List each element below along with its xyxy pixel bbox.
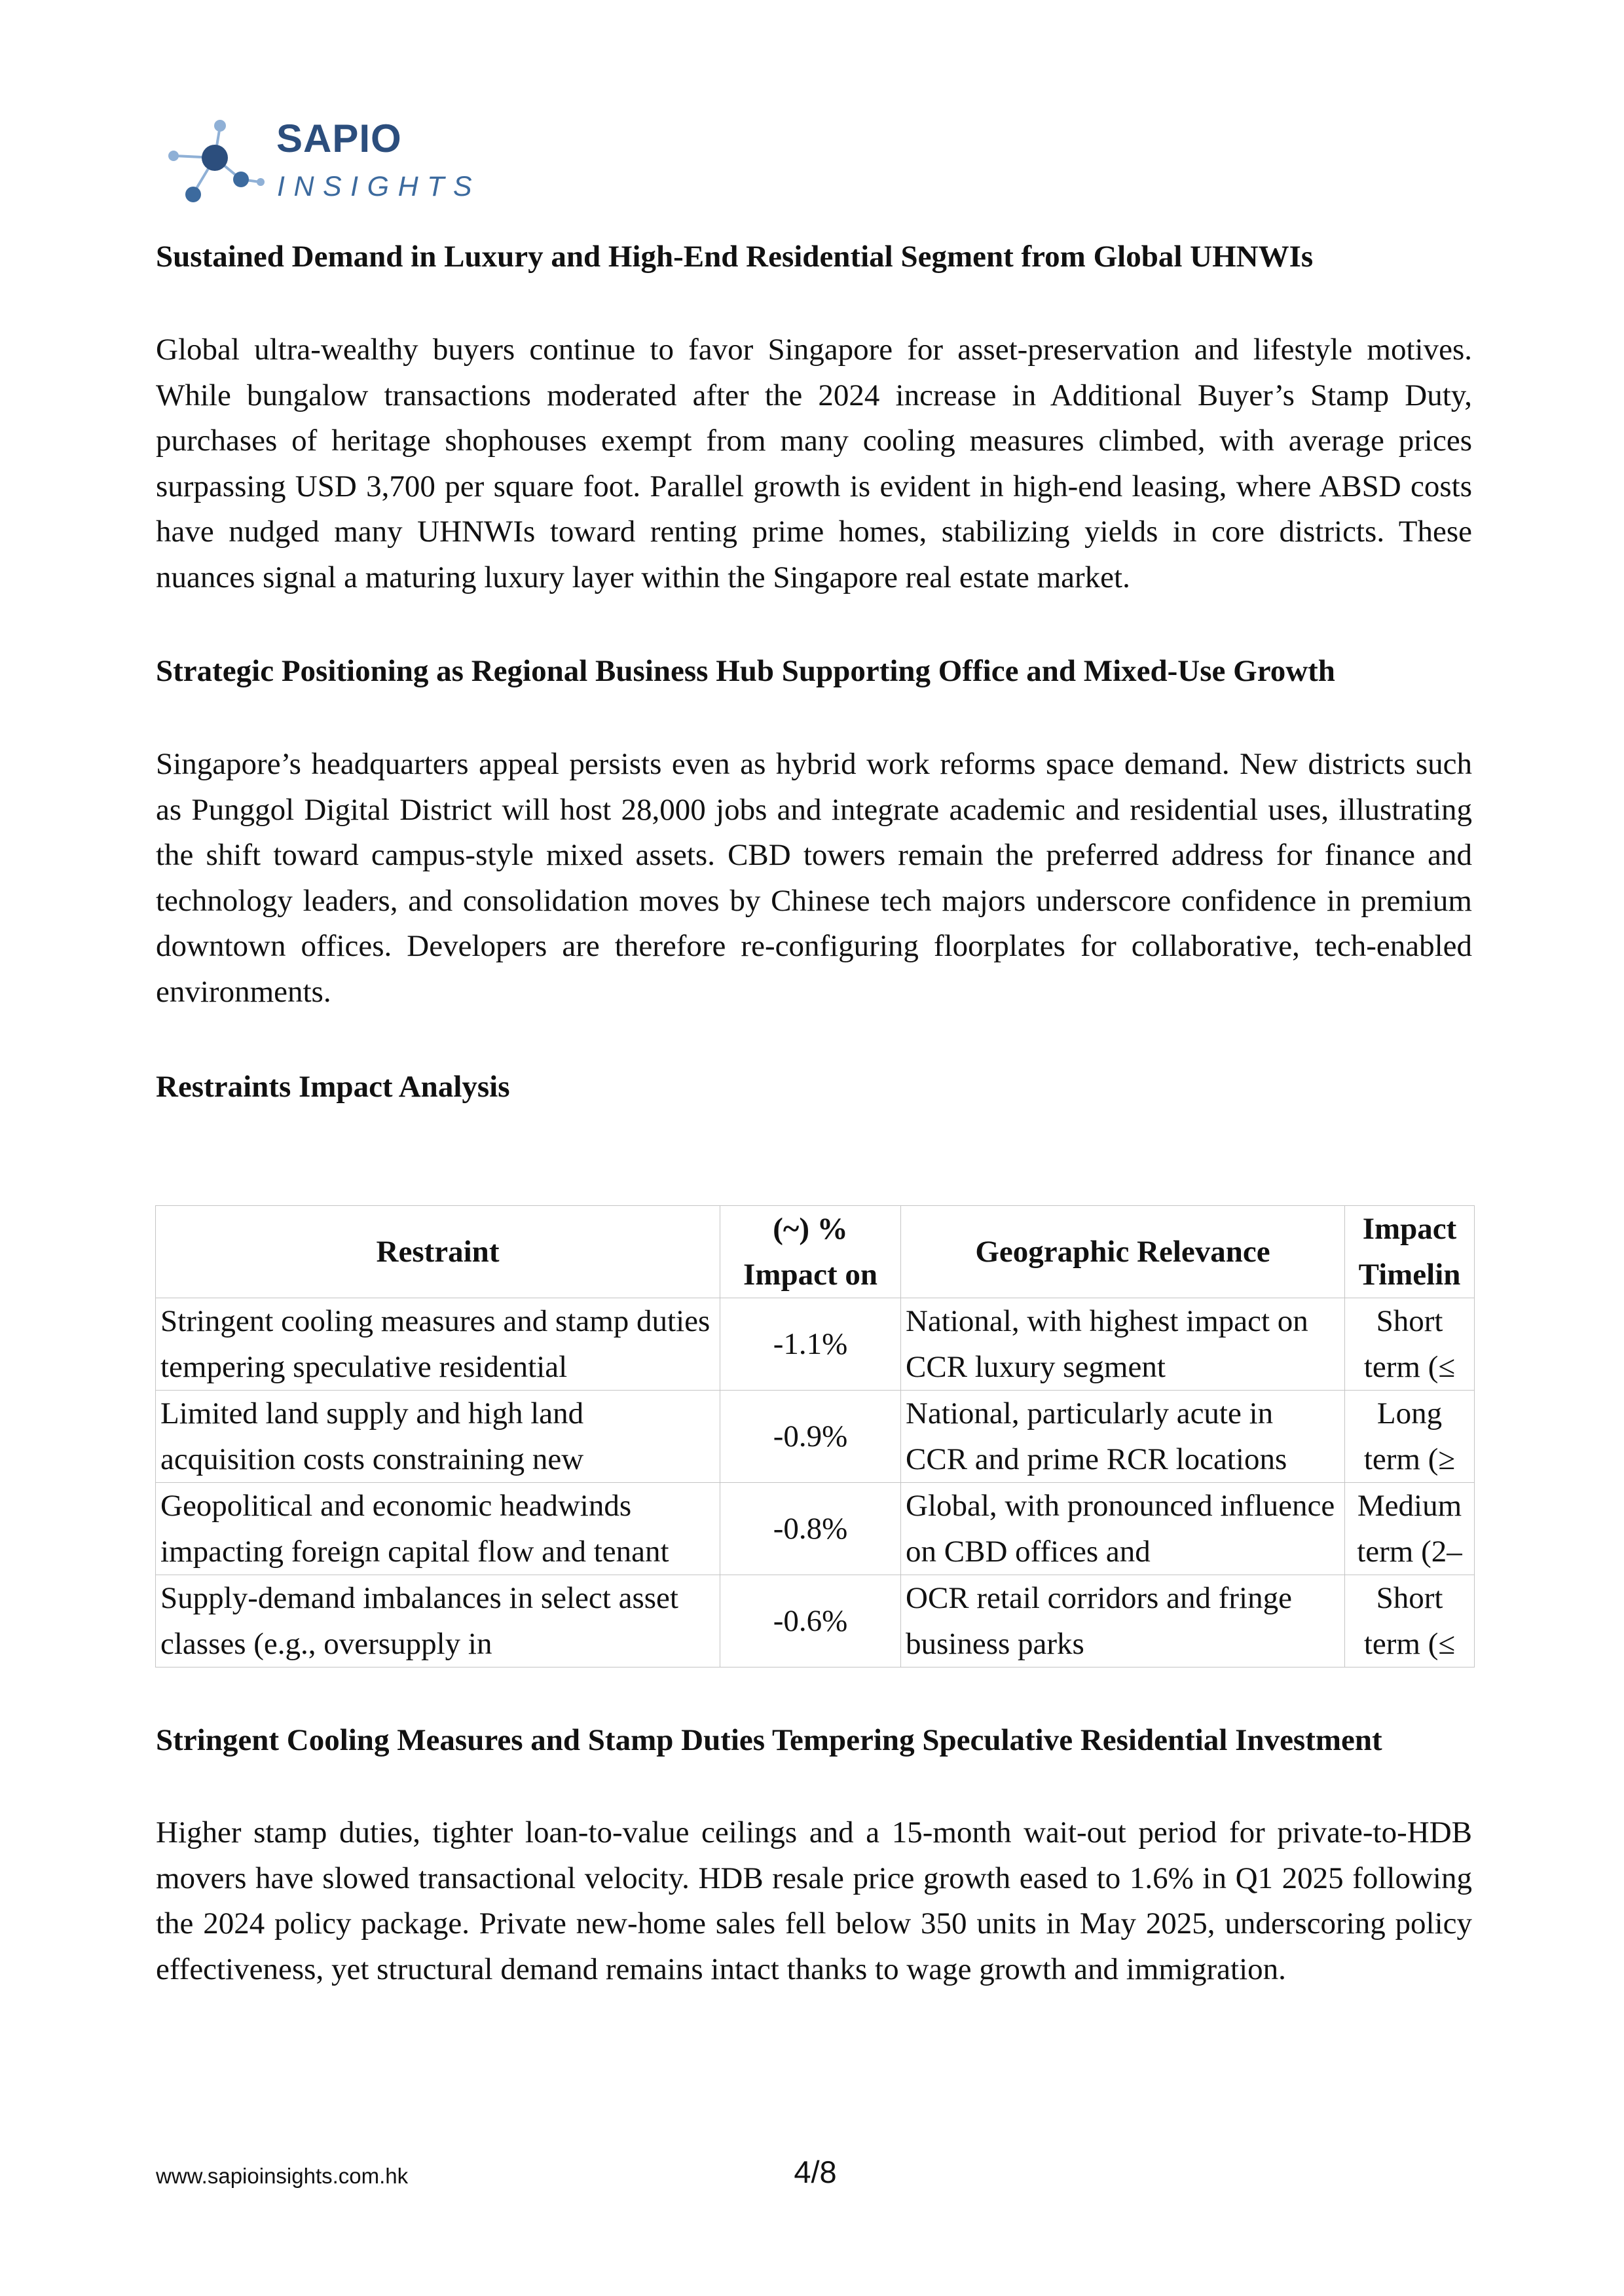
logo-tagline-text: INSIGHTS	[277, 171, 481, 202]
table-row	[156, 1298, 1475, 1391]
section-heading-luxury-demand: Sustained Demand in Luxury and High-End Residential Segment from Global UHNWIs	[156, 240, 1314, 274]
cell-geographic-relevance: OCR retail corridors and fringe business parks	[901, 1575, 1345, 1667]
table-header-row	[156, 1206, 1475, 1298]
cell-restraint: Supply-demand imbalances in select asset classes (e.g., oversupply in	[156, 1575, 720, 1667]
table-row	[156, 1391, 1475, 1483]
cell-impact-timeline: Short term (≤	[1345, 1298, 1475, 1391]
cell-impact: -0.9%	[720, 1391, 901, 1483]
section-heading-cooling-measures: Stringent Cooling Measures and Stamp Duties Tempering Speculative Residential Investment	[156, 1723, 1382, 1757]
header-impact-timeline: Impact Timelin	[1345, 1206, 1475, 1298]
cell-restraint: Geopolitical and economic headwinds impacting foreign capital flow and tenant	[156, 1483, 720, 1575]
cell-restraint: Limited land supply and high land acquisition costs constraining new	[156, 1391, 720, 1483]
header-impact: (~) % Impact on	[720, 1206, 901, 1298]
cell-impact-timeline: Medium term (2–	[1345, 1483, 1475, 1575]
paragraph-luxury-demand: Global ultra-wealthy buyers continue to favor Singapore for asset-preservation and lifestyle motives. While bungalow transactions moderated after the 2024 increase in Additional Buyer’s Stamp Duty, purchases of heritage shophouses exempt from many cooling measures climbed, with average prices surpassing USD 3,700 per square foot. Parallel growth is evident in high-end leasing, where ABSD costs have nudged many UHNWIs toward renting prime homes, stabilizing yields in core districts. These nuances signal a maturing luxury layer within the Singapore real estate market.	[156, 333, 1472, 594]
header-geographic-relevance: Geographic Relevance	[901, 1206, 1345, 1298]
molecule-logo-icon	[167, 117, 272, 208]
cell-impact: -0.6%	[720, 1575, 901, 1667]
section-heading-business-hub: Strategic Positioning as Regional Business Hub Supporting Office and Mixed-Use Growth	[156, 654, 1335, 688]
cell-impact-timeline: Short term (≤	[1345, 1575, 1475, 1667]
cell-geographic-relevance: National, particularly acute in CCR and prime RCR locations	[901, 1391, 1345, 1483]
section-heading-restraints: Restraints Impact Analysis	[156, 1070, 510, 1104]
cell-impact-timeline: Long term (≥	[1345, 1391, 1475, 1483]
sapio-logo	[167, 117, 521, 208]
cell-geographic-relevance: National, with highest impact on CCR luxury segment	[901, 1298, 1345, 1391]
paragraph-business-hub: Singapore’s headquarters appeal persists even as hybrid work reforms space demand. New districts such as Punggol Digital District will host 28,000 jobs and integrate academic and residential uses, illustrating the shift toward campus-style mixed assets. CBD towers remain the preferred address for finance and technology leaders, and consolidation moves by Chinese tech majors underscore confidence in premium downtown offices. Developers are therefore re-configuring floorplates for collaborative, tech-enabled environments.	[156, 747, 1472, 1009]
cell-impact: -0.8%	[720, 1483, 901, 1575]
cell-impact: -1.1%	[720, 1298, 901, 1391]
table-row	[156, 1575, 1475, 1667]
paragraph-cooling-measures: Higher stamp duties, tighter loan-to-value ceilings and a 15-month wait-out period for private-to-HDB movers have slowed transactional velocity. HDB resale price growth eased to 1.6% in Q1 2025 following the 2024 policy package. Private new-home sales fell below 350 units in May 2025, underscoring policy effectiveness, yet structural demand remains intact thanks to wage growth and immigration.	[156, 1815, 1472, 1986]
restraints-impact-table	[155, 1205, 1475, 1667]
cell-restraint: Stringent cooling measures and stamp duties tempering speculative residential	[156, 1298, 720, 1391]
header-restraint: Restraint	[156, 1206, 720, 1298]
footer-website-url: www.sapioinsights.com.hk	[156, 2164, 409, 2188]
logo-brand-text: SAPIO	[276, 117, 402, 160]
footer-page-number: 4/8	[794, 2155, 837, 2189]
cell-geographic-relevance: Global, with pronounced influence on CBD offices and	[901, 1483, 1345, 1575]
table-row	[156, 1483, 1475, 1575]
